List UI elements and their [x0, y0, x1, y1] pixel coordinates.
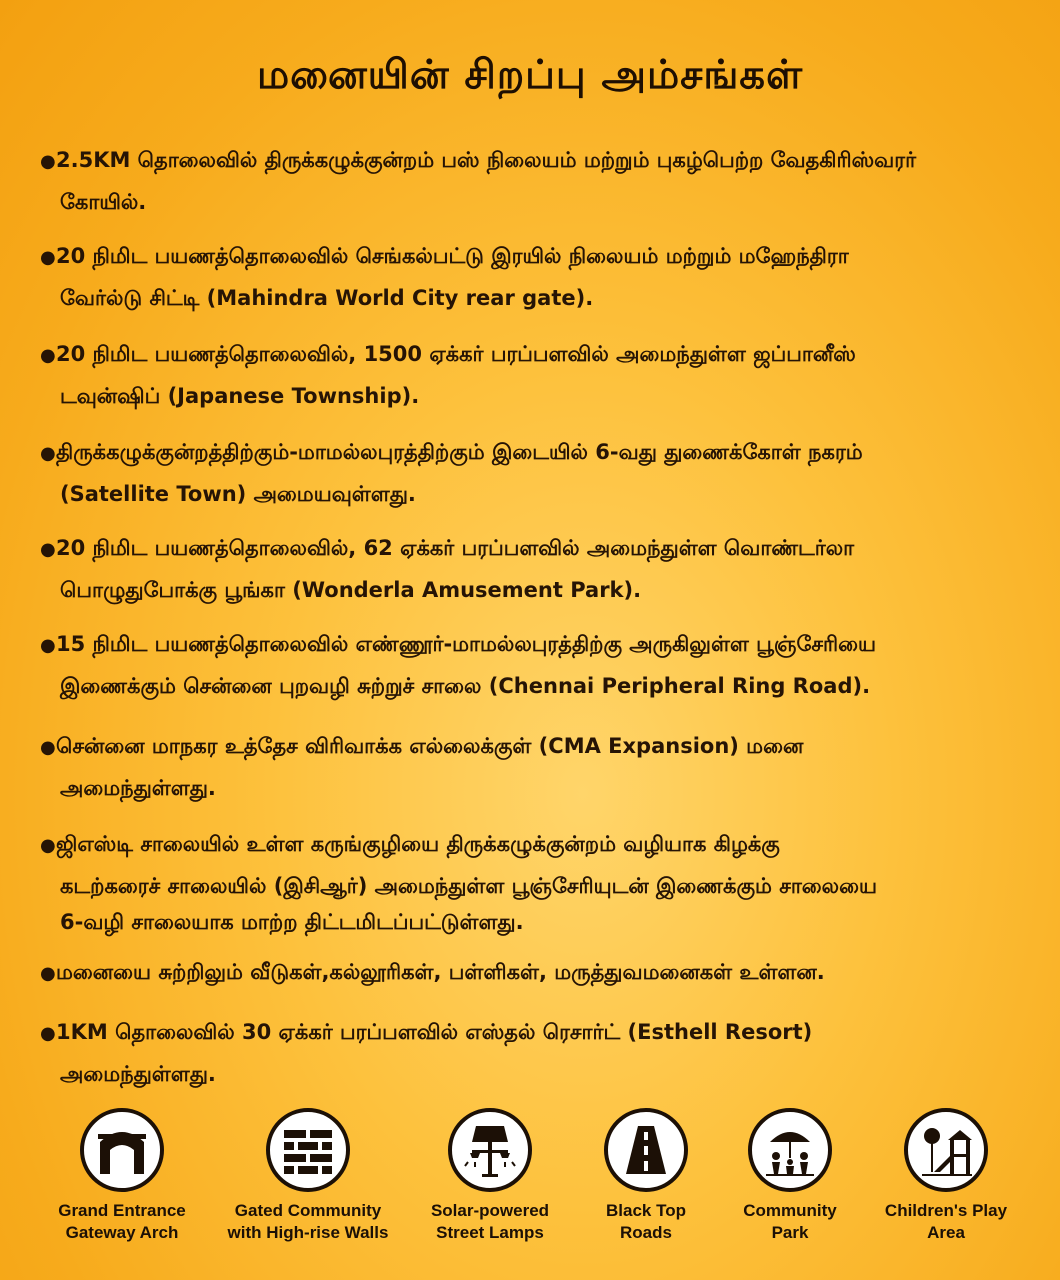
list-item [40, 528, 1030, 610]
point-text: அமைந்துள்ளது. [60, 776, 216, 800]
point-text: மனையை சுற்றிலும் வீடுகள்,கல்லூரிகள், பள்ளிகள், மருத்துவமனைகள் உள்ளன. [56, 960, 825, 984]
point-text: 6-வழி சாலையாக மாற்ற திட்டமிடப்பட்டுள்ளது. [60, 910, 524, 934]
point-text: கோயில். [60, 190, 147, 214]
point-text: பொழுதுபோக்கு பூங்கா (Wonderla Amusement Park). [60, 578, 642, 602]
bullet-icon: ● [40, 737, 56, 758]
bullet-icon: ● [40, 1023, 56, 1044]
bullet-icon: ● [40, 151, 56, 172]
point-text: திருக்கழுக்குன்றத்திற்கும்-மாமல்லபுரத்திற்கும் இடையில் 6-வது துணைக்கோள் நகரம் [56, 440, 863, 464]
amenity-label: Street Lamps [436, 1223, 544, 1242]
list-item [40, 140, 1030, 222]
park-icon [748, 1108, 832, 1192]
point-text: ஜிஎஸ்டி சாலையில் உள்ள கருங்குழியை திருக்கழுக்குன்றம் வழியாக கிழக்கு [56, 832, 780, 856]
amenity-label: Gated Community [234, 1201, 382, 1220]
bullet-icon: ● [40, 247, 56, 268]
list-item [40, 952, 1030, 994]
list-item [40, 824, 1030, 942]
amenity-label: with High-rise Walls [227, 1223, 389, 1242]
bullet-icon: ● [40, 345, 56, 366]
point-text: 20 நிமிட பயணத்தொலைவில், 62 ஏக்கர் பரப்பளவில் அமைந்துள்ள வொண்டர்லா [56, 536, 855, 560]
amenity-label: Solar-powered [430, 1201, 550, 1220]
point-text: இணைக்கும் சென்னை புறவழி சுற்றுச் சாலை (Chennai Peripheral Ring Road). [60, 674, 871, 698]
point-text: அமைந்துள்ளது. [60, 1062, 216, 1086]
point-text: டவுன்ஷிப் (Japanese Township). [60, 384, 420, 408]
road-icon [604, 1108, 688, 1192]
point-text: 2.5KM தொலைவில் திருக்கழுக்குன்றம் பஸ் நிலையம் மற்றும் புகழ்பெற்ற வேதகிரிஸ்வரர் [56, 148, 917, 172]
list-item [40, 1012, 1030, 1094]
amenities-row [0, 1108, 1060, 1258]
point-text: சென்னை மாநகர உத்தேச விரிவாக்க எல்லைக்குள் (CMA Expansion) மனை [56, 734, 804, 758]
point-text: 1KM தொலைவில் 30 ஏக்கர் பரப்பளவில் எஸ்தல் ரெசார்ட் (Esthell Resort) [56, 1020, 813, 1044]
point-text: 20 நிமிட பயணத்தொலைவில், 1500 ஏக்கர் பரப்பளவில் அமைந்துள்ள ஜப்பானீஸ் [56, 342, 856, 366]
amenity-label: Gateway Arch [65, 1223, 179, 1242]
amenity-label: Community [743, 1201, 837, 1220]
amenity-entrance-arch [22, 1108, 222, 1244]
brick-wall-icon [266, 1108, 350, 1192]
point-text: (Satellite Town) அமையவுள்ளது. [60, 482, 416, 506]
playground-icon [904, 1108, 988, 1192]
bullet-icon: ● [40, 539, 56, 560]
amenity-label: Roads [620, 1223, 672, 1242]
amenity-label: Park [771, 1223, 809, 1242]
bullet-icon: ● [40, 963, 56, 984]
list-item [40, 624, 1030, 706]
point-text: 15 நிமிட பயணத்தொலைவில் எண்ணூர்-மாமல்லபுரத்திற்கு அருகிலுள்ள பூஞ்சேரியை [56, 632, 876, 656]
amenity-play-area [846, 1108, 1046, 1244]
list-item [40, 432, 1030, 514]
point-text: கடற்கரைச் சாலையில் (இசிஆர்) அமைந்துள்ள பூஞ்சேரியுடன் இணைக்கும் சாலையை [60, 874, 877, 898]
amenity-label: Children's Play [884, 1201, 1008, 1220]
list-item [40, 334, 1030, 416]
arch-icon [80, 1108, 164, 1192]
list-item [40, 726, 1030, 808]
solar-lamp-icon [448, 1108, 532, 1192]
bullet-icon: ● [40, 635, 56, 656]
point-text: 20 நிமிட பயணத்தொலைவில் செங்கல்பட்டு இரயில் நிலையம் மற்றும் மஹேந்திரா [56, 244, 849, 268]
bullet-icon: ● [40, 443, 56, 464]
amenity-label: Grand Entrance [58, 1201, 186, 1220]
page-title: மனையின் சிறப்பு அம்சங்கள் [256, 52, 804, 98]
bullet-icon: ● [40, 835, 56, 856]
amenity-gated-community [208, 1108, 408, 1244]
amenity-label: Area [927, 1223, 965, 1242]
list-item [40, 236, 1030, 318]
amenity-label: Black Top [606, 1201, 686, 1220]
point-text: வேர்ல்டு சிட்டி (Mahindra World City rear gate). [60, 286, 594, 310]
